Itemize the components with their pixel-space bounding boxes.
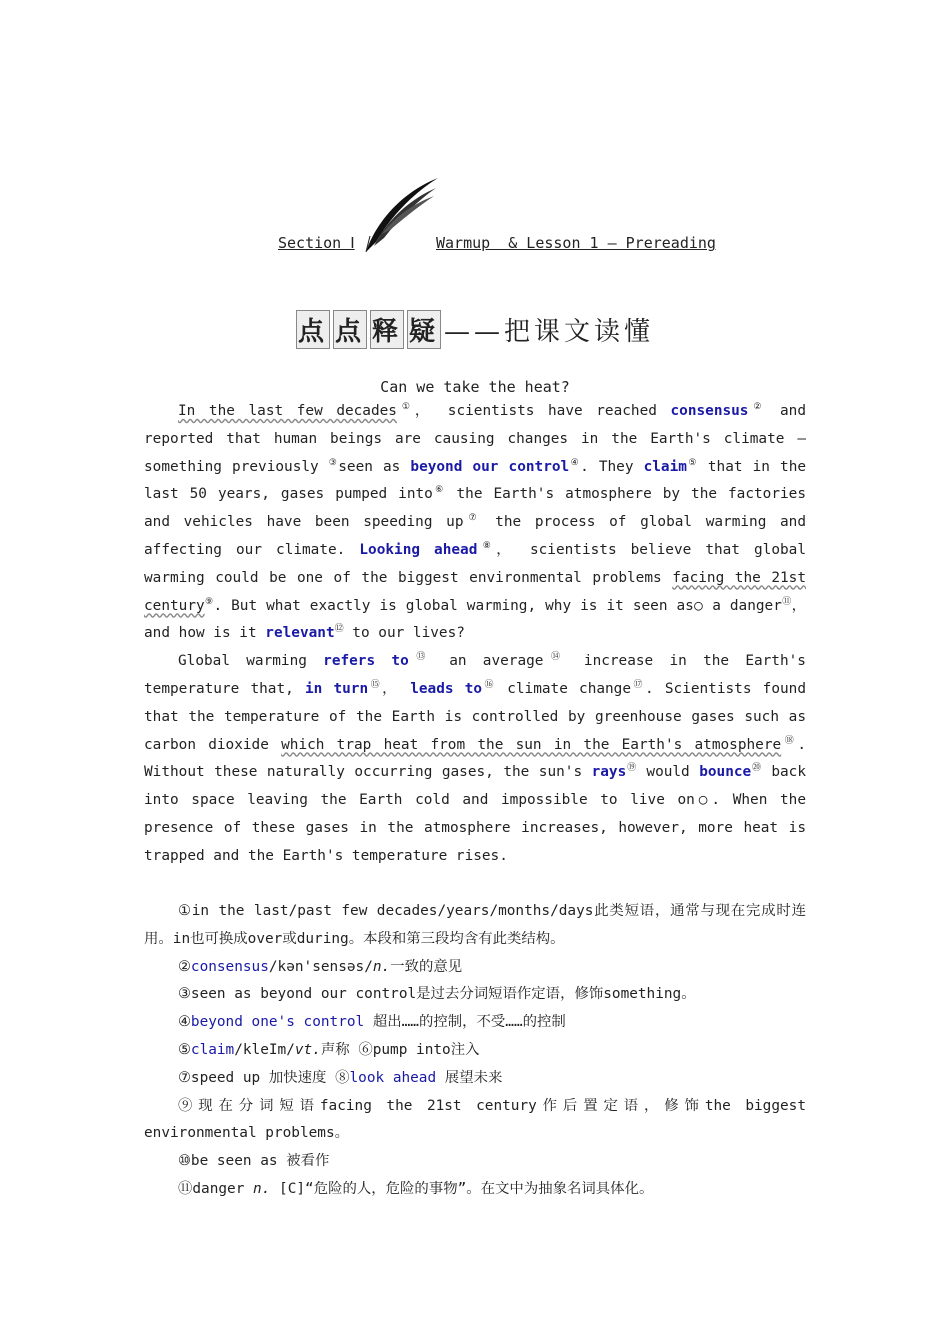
page-title	[0, 310, 950, 349]
section-header	[278, 176, 716, 256]
article-title: Can we take the heat?	[380, 378, 570, 396]
text-run: ②	[178, 958, 191, 975]
text-run: ⑪danger	[178, 1180, 254, 1197]
keyword: bounce	[699, 764, 752, 781]
footnote-marker: ⑮	[368, 679, 383, 690]
text-run: ⑦speed up 加快速度 ⑧	[178, 1069, 350, 1086]
part-of-speech: n.	[372, 958, 391, 975]
title-char: 点	[296, 310, 330, 349]
keyword: beyond our control	[410, 458, 570, 475]
note-item	[144, 1148, 806, 1176]
text-run: climate change	[496, 680, 632, 697]
note-item	[144, 898, 806, 954]
footnote-marker: ⑫	[334, 624, 344, 635]
keyword: beyond one's control	[190, 1014, 365, 1031]
text-run: 声称 ⑥pump into注入	[320, 1041, 480, 1058]
footnote-marker: ⑪	[781, 596, 792, 607]
title-char: 释	[370, 310, 404, 349]
article-body	[144, 398, 806, 871]
note-item	[144, 1037, 806, 1065]
keyword: Looking ahead	[359, 541, 478, 558]
note-item	[144, 954, 806, 982]
text-run: to our lives?	[343, 625, 465, 642]
text-run: back into space leaving the Earth cold and impossible to live on○. When the presence of these gases in the atmosphere increases, however, more heat is trapped and the Earth's temperature rises.	[144, 764, 806, 864]
text-run: would	[636, 764, 700, 781]
footnote-marker: ④	[569, 457, 581, 468]
note-item	[144, 981, 806, 1009]
text-run: increase in the Earth's temperature that,	[144, 653, 806, 697]
footnote-marker: ⑭	[543, 652, 568, 663]
keyword: relevant	[265, 625, 335, 642]
footnote-marker: ⑨	[204, 596, 214, 607]
text-run: ， scientists have reached	[414, 403, 671, 419]
keyword: look ahead	[349, 1069, 437, 1086]
note-item	[144, 1093, 806, 1149]
text-run: the process of global warming and affecting our climate.	[144, 514, 806, 558]
text-run: 超出……的控制，不受……的控制	[364, 1014, 566, 1031]
text-run: Global warming	[178, 653, 324, 670]
text-run: . Without these naturally occurring gases, the sun's	[144, 736, 806, 781]
part-of-speech: n.	[253, 1180, 271, 1197]
text-run: ③seen as beyond our control是过去分词短语作定语，修饰something。	[178, 986, 696, 1003]
text-run: . But what exactly is global warming, why is it seen as○ a danger	[213, 597, 782, 614]
text-run: ①in the last/past few decades/years/months/days此类短语，通常与现在完成时连用。in也可换成over或during。本段和第三段均含有此类结构。	[144, 903, 806, 947]
text-run: /kən'sensəs/	[268, 958, 373, 975]
footnote-marker: ⑥	[432, 485, 446, 496]
title-rest: ——把课文读懂	[444, 317, 655, 347]
text-run: that in the last 50 years, gases pumped into	[144, 458, 807, 503]
text-run: the Earth's atmosphere by the factories and vehicles have been speeding up	[144, 486, 806, 531]
footnote-marker: ⑤	[686, 457, 698, 468]
footnote-marker: ①	[396, 402, 415, 412]
text-run: /kleIm/	[234, 1041, 295, 1058]
text-run: 展望未来	[436, 1069, 503, 1086]
keyword: consensus	[670, 403, 749, 419]
highlighted-phrase: In the last few decades	[178, 403, 397, 419]
footnote-marker: ⑰	[631, 679, 646, 690]
footnote-marker: ⑱	[781, 735, 798, 746]
text-run: [C]“危险的人，危险的事物”。在文中为抽象名词具体化。	[270, 1180, 654, 1197]
text-run: . Scientists found that the temperature of the Earth is controlled by greenhouse gases such as carbon dioxide	[144, 680, 806, 753]
footnote-marker: ②	[748, 402, 767, 412]
keyword: consensus	[190, 958, 269, 975]
text-run: ⑩be seen as 被看作	[178, 1153, 330, 1170]
paragraph	[144, 398, 806, 648]
note-item	[144, 1009, 806, 1037]
highlighted-phrase: which trap heat from the sun in the Earth's atmosphere	[281, 736, 782, 753]
note-item	[144, 1176, 806, 1204]
keyword: claim	[643, 458, 687, 475]
text-run: an average	[432, 653, 544, 670]
text-run: seen as	[338, 458, 411, 475]
swoosh-logo-icon	[364, 176, 444, 254]
keyword: rays	[591, 764, 627, 781]
text-run: . They	[580, 458, 644, 475]
footnote-marker: ⑦	[463, 513, 482, 524]
highlighted-phrase: facing the 21st century	[144, 569, 807, 614]
keyword: refers to	[323, 653, 409, 670]
title-char: 疑	[407, 310, 441, 349]
text-run: ， scientists believe that global warming could be one of the biggest environmental problems	[144, 541, 806, 586]
section-label: Section Ⅰ	[278, 234, 355, 252]
paragraph	[144, 648, 806, 870]
footnote-marker: ⑲	[626, 763, 637, 774]
text-run: ⑤	[178, 1041, 191, 1058]
footnote-marker: ⑬	[408, 652, 433, 663]
text-run: ， and how is it	[144, 597, 806, 642]
footnote-marker: ⑯	[482, 679, 497, 690]
part-of-speech: vt.	[294, 1041, 321, 1058]
text-run: ⑨现在分词短语facing the 21st century作后置定语，修饰the biggest environmental problems。	[144, 1097, 806, 1142]
footnote-marker: ⑧	[477, 540, 497, 551]
keyword: claim	[190, 1041, 235, 1058]
keyword: leads to	[410, 680, 483, 697]
keyword: in turn	[304, 680, 369, 697]
text-run: ，	[382, 680, 411, 697]
footnote-marker: ⑳	[751, 763, 762, 774]
title-char: 点	[333, 310, 367, 349]
footnote-marker: ③	[328, 457, 339, 468]
lesson-label: Warmup & Lesson 1 — Prereading	[436, 234, 716, 252]
text-run: and reported that human beings are causing changes in the Earth's climate — something previously	[144, 403, 806, 475]
note-item	[144, 1065, 806, 1093]
text-run: ④	[178, 1014, 191, 1031]
notes-section	[144, 898, 806, 1204]
text-run: 一致的意见	[390, 958, 463, 975]
